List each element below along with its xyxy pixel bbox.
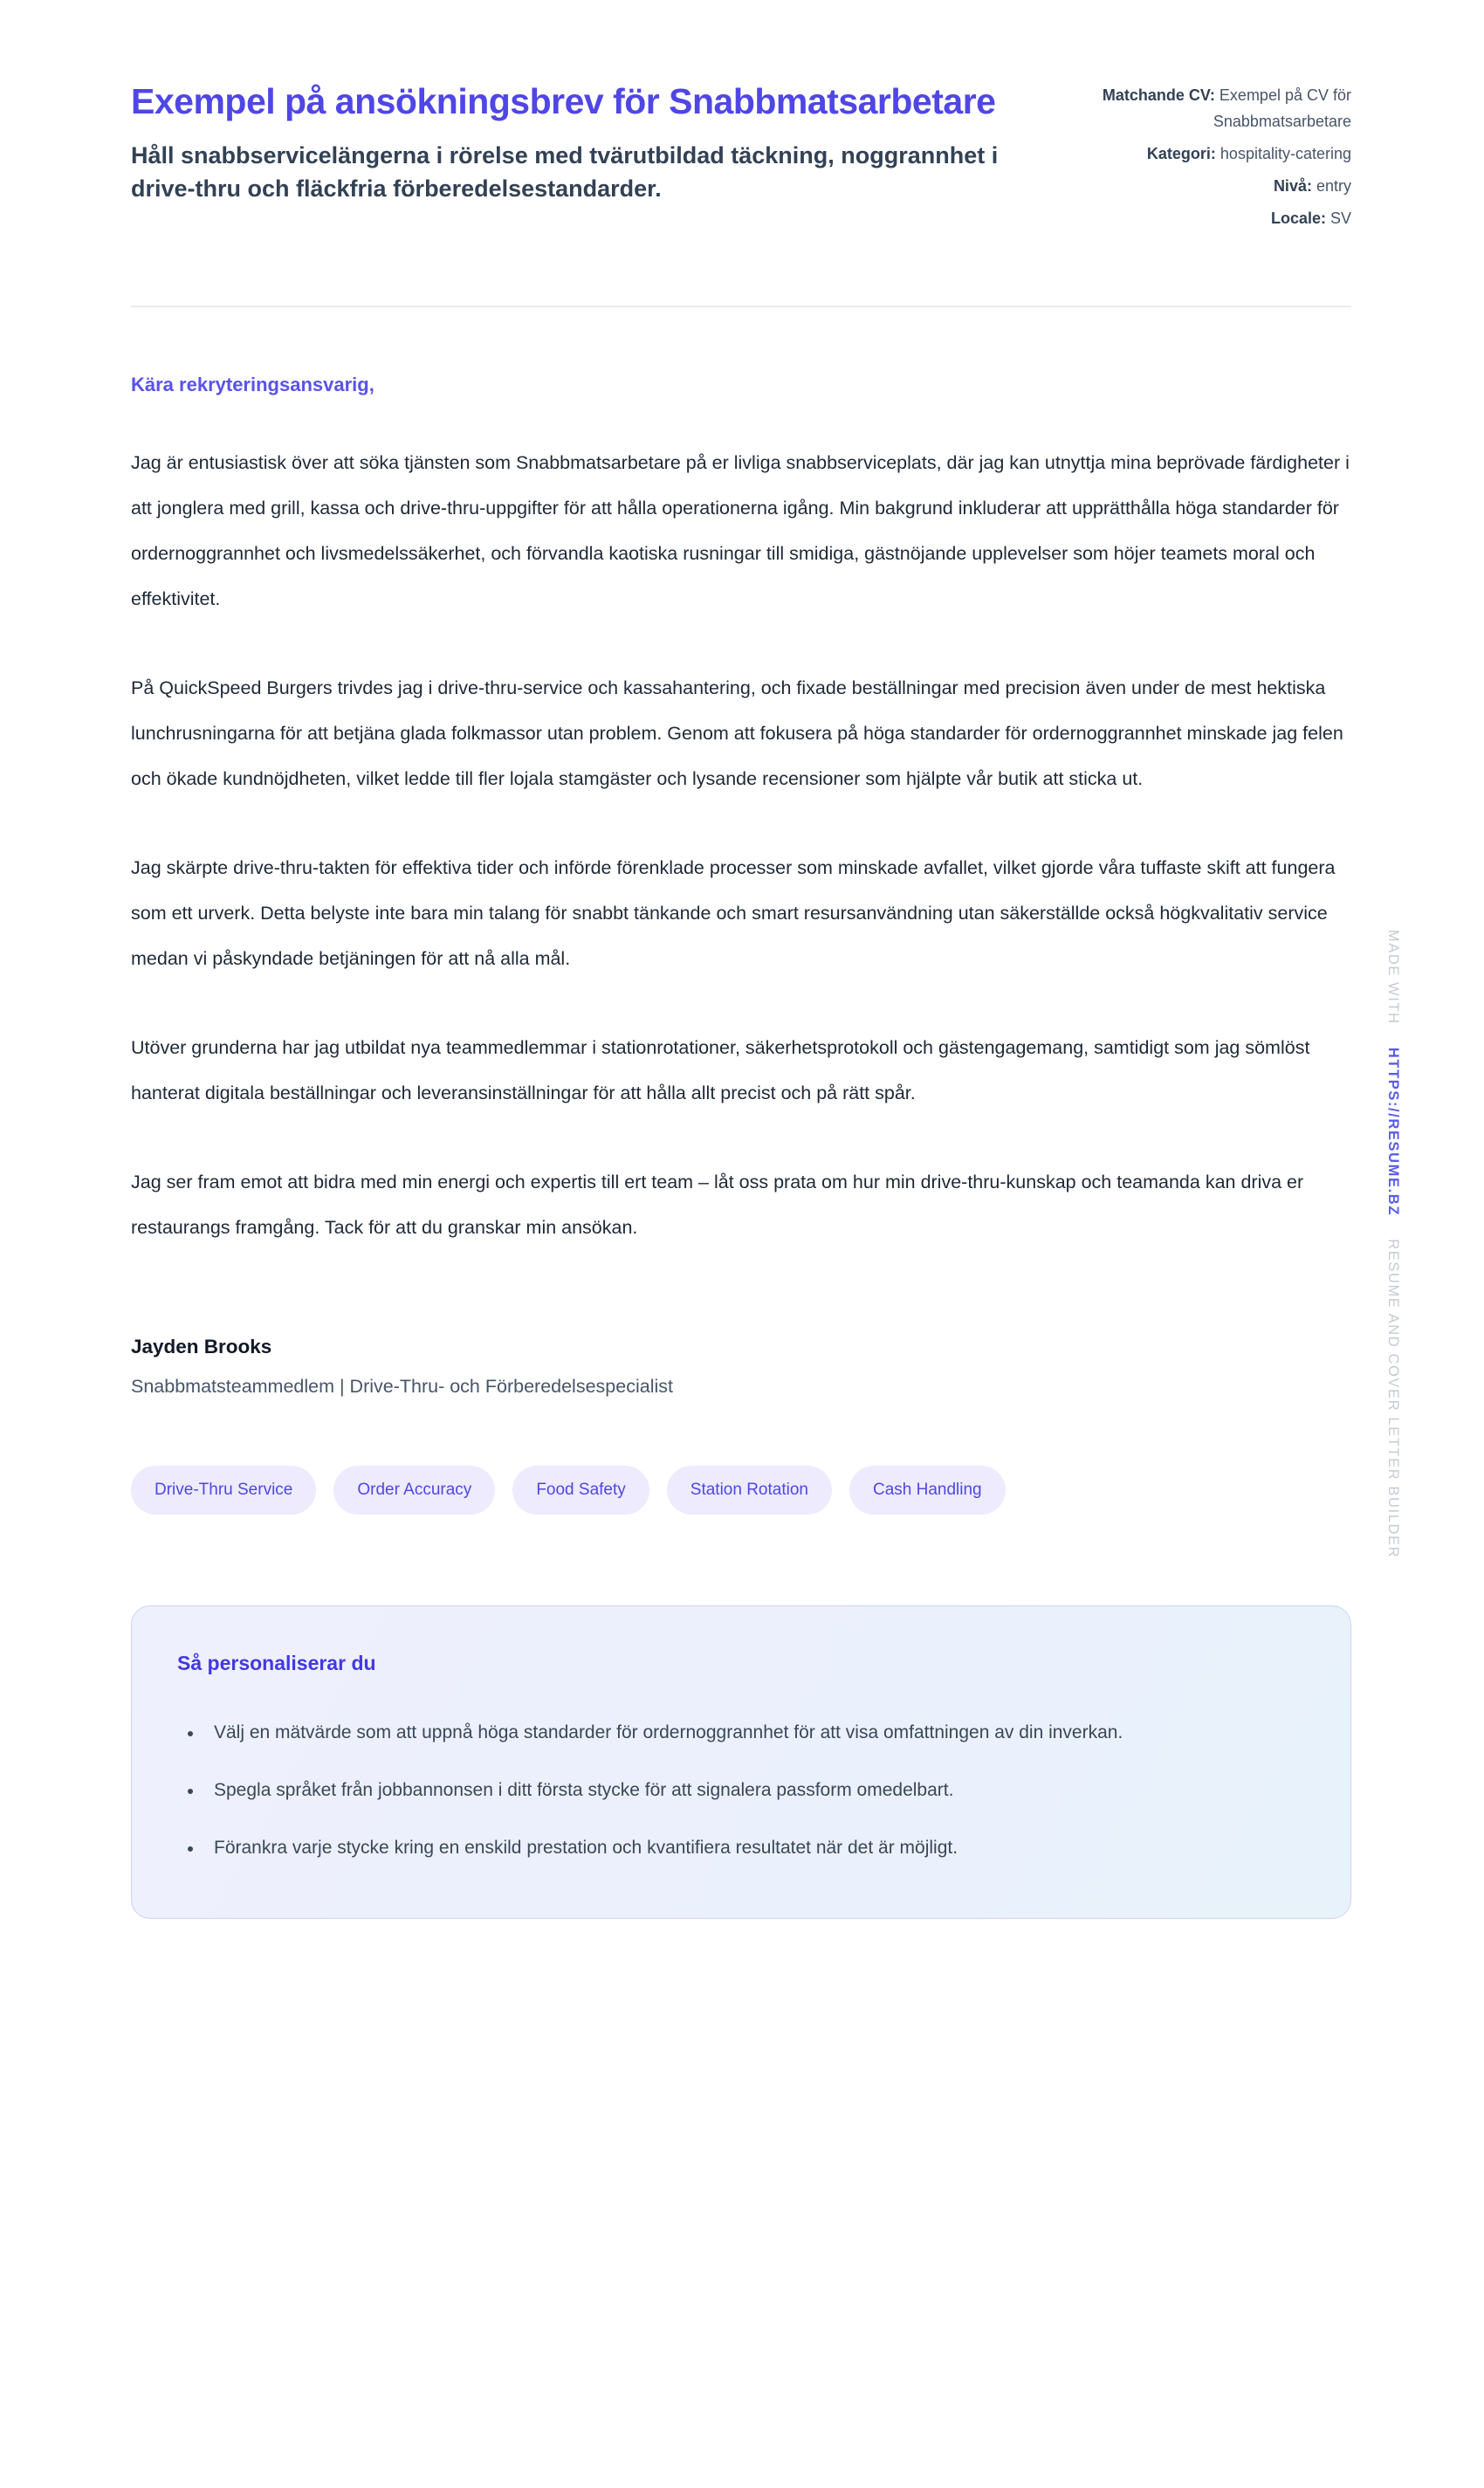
header-divider [131,306,1351,307]
meta-value: Exempel på CV för Snabbmatsarbetare [1213,86,1351,130]
meta-value: SV [1329,210,1351,227]
letter-body [131,374,1351,1398]
signature-block [131,1336,1351,1398]
skill-tag-cash-handling: Cash Handling [849,1466,1006,1515]
skill-tag-order-accuracy: Order Accuracy [333,1466,495,1515]
meta-label: Nivå: [1273,177,1316,195]
meta-value: hospitality-catering [1219,145,1351,162]
watermark-tagline: RESUME AND COVER LETTER BUILDER [1385,1239,1401,1559]
skill-tag-station-rotation: Station Rotation [667,1466,832,1515]
meta-label: Kategori: [1146,145,1220,162]
meta-matching-cv [1089,82,1351,134]
letter-paragraph: Utöver grunderna har jag utbildat nya teammedlemmar i stationrotationer, säkerhetsprotokoll och gästengagemang, samtidigt som jag sömlöst hanterat digitala beställningar och leveransinställningar för att hålla allt precist och på rätt spår. [131,1037,1310,1103]
meta-value: entry [1316,177,1351,195]
personalization-tips-box [131,1605,1351,1919]
meta-panel [1089,77,1351,237]
content-column [131,0,1351,1919]
letter-paragraph: Jag ser fram emot att bidra med min energi och expertis till ert team – låt oss prata om hur min drive-thru-kunskap och teamanda kan driva er restaurangs framgång. Tack för att du granskar min ansökan. [131,1172,1304,1238]
skill-tag-drive-thru-service: Drive-Thru Service [131,1466,316,1515]
tip-item: • Förankra varje stycke kring en enskild prestation och kvantifiera resultatet när det är möjligt. [203,1827,1302,1869]
watermark-vertical-brand [1384,930,1401,1558]
meta-locale [1089,205,1351,231]
tip-item: • Spegla språket från jobbannonsen i ditt första stycke för att signalera passform omedelbart. [203,1770,1302,1811]
letter-paragraph: Jag är entusiastisk över att söka tjänsten som Snabbmatsarbetare på er livliga snabbserviceplats, där jag kan utnyttja mina beprövade färdigheter i att jonglera med grill, kassa och drive-thru-uppgifter för att hålla operationerna igång. Min bakgrund inkluderar att upprätthålla höga standarder för ordernoggrannhet och livsmedelssäkerhet, och förvandla kaotiska rusningar till smidiga, gästnöjande upplevelser som höjer teamets moral och effektivitet. [131,452,1350,609]
skill-tag-food-safety: Food Safety [512,1466,649,1515]
signature-role: Snabbmatsteammedlem | Drive-Thru- och Förberedelsespecialist [131,1376,673,1397]
page-header [131,77,1351,237]
watermark-made-with: MADE WITH [1385,929,1401,1025]
meta-label: Matchande CV: [1102,86,1219,104]
letter-paragraph: Jag skärpte drive-thru-takten för effektiva tider och införde förenklade processer som minskade avfallet, vilket gjorde våra tuffaste skift att fungera som ett urverk. Detta belyste inte bara min talang för snabbt tänkande och smart resursanvändning utan säkerställde också högkvalitativ service medan vi påskyndade betjäningen för att nå alla mål. [131,857,1336,969]
page-subtitle: Håll snabbservicelängerna i rörelse med tvärutbildad täckning, noggrannhet i drive-thru och fläckfria förberedelsestandarder. [131,142,999,202]
header-title-block [131,77,1089,205]
tip-item: • Välj en mätvärde som att uppnå höga standarder för ordernoggrannhet för att visa omfattningen av din inverkan. [203,1712,1302,1754]
letter-paragraph: På QuickSpeed Burgers trivdes jag i drive-thru-service och kassahantering, och fixade beställningar med precision även under de mest hektiska lunchrusningarna för att betjäna glada folkmassor utan problem. Genom att fokusera på höga standarder för ordernoggrannhet minskade jag felen och ökade kundnöjdheten, vilket ledde till fler lojala stamgäster och lysande recensioner som hjälpte vår butik att sticka ut. [131,677,1343,789]
page-title: Exempel på ansökningsbrev för Snabbmatsarbetare [131,81,996,121]
meta-category [1089,141,1351,167]
meta-level [1089,173,1351,199]
resume-bz-link[interactable]: HTTPS://RESUME.BZ [1385,1047,1401,1217]
salutation: Kära rekryteringsansvarig, [131,374,374,395]
signature-name: Jayden Brooks [131,1336,272,1357]
tips-heading: Så personaliserar du [177,1652,376,1674]
meta-label: Locale: [1270,210,1330,227]
tips-list [177,1712,1302,1869]
skill-tag-list [131,1466,1351,1515]
